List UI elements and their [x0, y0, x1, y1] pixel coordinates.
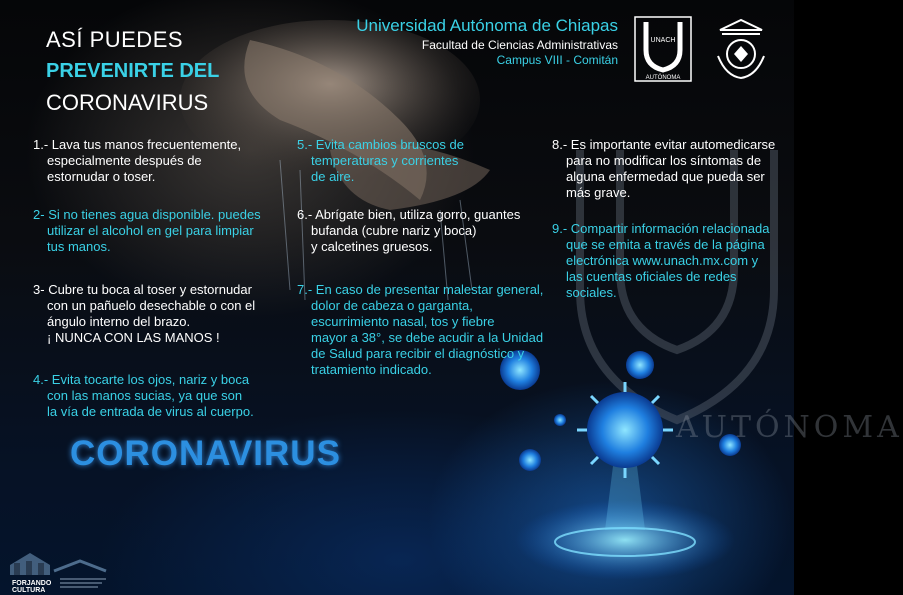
tip-8: 8.- Es importante evitar automedicarse para no modificar los síntomas de alguna enfermedad que pueda ser más grave. [552, 137, 776, 200]
tip-7: 7.- En caso de presentar malestar general, dolor de cabeza o garganta, escurrimiento nasal, tos y fiebre mayor a 38°, se debe acudir a la Unidad de Salud para recibir el diagnóstico y tratamiento indicado. [297, 282, 544, 377]
faculty-logo [712, 16, 770, 82]
campus-name: Campus VIII - Comitán [496, 53, 618, 67]
tip-9: 9.- Compartir información relacionada que se emita a través de la página electrónica www.unach.mx.com y las cuentas oficiales de redes sociales. [552, 221, 770, 300]
tip-3: 3- Cubre tu boca al toser y estornudar con un pañuelo desechable o con el ángulo interno del brazo. ¡ NUNCA CON LAS MANOS ! [33, 282, 256, 345]
footer-logo-line-1: FORJANDO [12, 580, 52, 587]
title-line-3: CORONAVIRUS [46, 90, 209, 115]
faculty-name: Facultad de Ciencias Administrativas [421, 38, 618, 52]
tip-1: 1.- Lava tus manos frecuentemente, especialmente después de estornudar o toser. [33, 137, 242, 184]
title-line-1: ASÍ PUEDES [46, 27, 184, 52]
university-name: Universidad Autónoma de Chiapas [356, 16, 618, 35]
logo-text: UNACH [650, 37, 676, 44]
background-watermark-text: AUTÓNOMA [676, 410, 903, 445]
footer-logo-line-2: CULTURA [12, 587, 46, 594]
unach-logo [634, 16, 692, 82]
forjando-cultura-logo [6, 535, 116, 593]
coronavirus-banner: CORONAVIRUS [70, 434, 341, 473]
logo-caption: AUTÓNOMA [645, 75, 681, 81]
tip-6: 6.- Abrígate bien, utiliza gorro, guantes bufanda (cubre nariz y boca) y calcetines gruesos. [297, 207, 521, 254]
tip-2: 2- Si no tienes agua disponible. puedes utilizar el alcohol en gel para limpiar tus manos. [33, 207, 261, 254]
tip-4: 4.- Evita tocarte los ojos, nariz y boca con las manos sucias, ya que son la vía de entrada de virus al cuerpo. [33, 372, 254, 419]
tip-5: 5.- Evita cambios bruscos de temperaturas y corrientes de aire. [297, 137, 464, 184]
title-line-2: PREVENIRTE DEL [46, 60, 220, 82]
